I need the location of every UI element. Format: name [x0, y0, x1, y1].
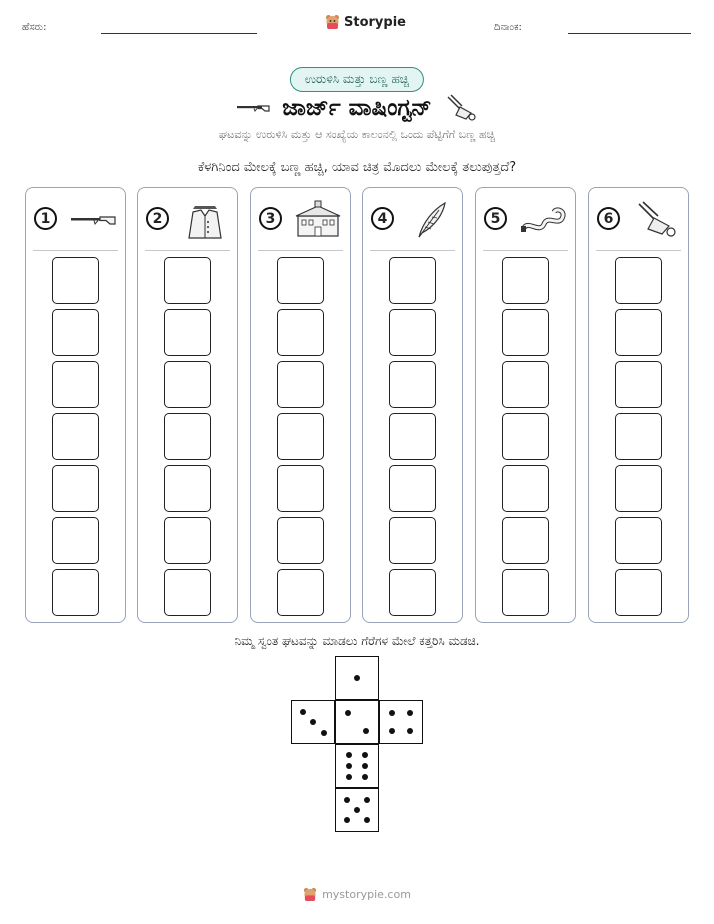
name-label: ಹೆಸರು: — [22, 22, 47, 33]
die-pip — [362, 774, 368, 780]
die-pip — [389, 728, 395, 734]
die-face-2 — [335, 700, 379, 744]
die-pip — [354, 675, 360, 681]
color-box[interactable] — [277, 517, 324, 564]
die-pip — [362, 763, 368, 769]
color-box[interactable] — [52, 413, 99, 460]
column-number: 2 — [146, 207, 169, 230]
color-box[interactable] — [615, 413, 662, 460]
color-box[interactable] — [502, 569, 549, 616]
color-box[interactable] — [164, 465, 211, 512]
color-box[interactable] — [502, 361, 549, 408]
color-box[interactable] — [52, 465, 99, 512]
die-pip — [407, 710, 413, 716]
footer — [0, 887, 714, 902]
column-2 — [137, 187, 238, 623]
storypie-bear-icon — [325, 14, 340, 30]
name-line[interactable] — [101, 33, 257, 34]
colonial-coat-icon — [180, 200, 230, 240]
die-pip — [346, 752, 352, 758]
color-box[interactable] — [615, 465, 662, 512]
column-divider — [145, 250, 230, 251]
die-face-6 — [335, 744, 379, 788]
die-pip — [363, 728, 369, 734]
color-box[interactable] — [52, 257, 99, 304]
die-instructions: ನಿಮ್ಮ ಸ್ವಂತ ಘಟವನ್ನು ಮಾಡಲು ಗೆರೆಗಳ ಮೇಲೆ ಕತ್ತರಿಸಿ ಮಡಚಿ. — [234, 634, 480, 648]
measuring-tape-icon — [518, 200, 568, 240]
die-face-3 — [291, 700, 335, 744]
die-pip — [364, 797, 370, 803]
plow-icon — [631, 200, 681, 240]
color-box[interactable] — [164, 309, 211, 356]
plow-icon — [444, 93, 478, 123]
column-divider — [596, 250, 681, 251]
die-pip — [362, 752, 368, 758]
column-6 — [588, 187, 689, 623]
die-pip — [389, 710, 395, 716]
storypie-bear-icon — [303, 887, 317, 902]
musket-icon — [68, 200, 118, 240]
footer-url[interactable]: mystorypie.com — [322, 888, 411, 901]
color-box[interactable] — [52, 569, 99, 616]
column-4 — [362, 187, 463, 623]
color-box[interactable] — [502, 465, 549, 512]
column-5 — [475, 187, 576, 623]
die-pip — [346, 774, 352, 780]
color-box[interactable] — [277, 569, 324, 616]
musket-icon — [236, 101, 270, 115]
color-box[interactable] — [502, 413, 549, 460]
question: ಕೆಳಗಿನಿಂದ ಮೇಲಕ್ಕೆ ಬಣ್ಣ ಹಚ್ಚಿ, ಯಾವ ಚಿತ್ರ ಮೊದಲು ಮೇಲಕ್ಕೆ ತಲುಪುತ್ತದೆ? — [197, 160, 517, 175]
die-pip — [344, 797, 350, 803]
color-box[interactable] — [277, 309, 324, 356]
color-box[interactable] — [277, 413, 324, 460]
color-box[interactable] — [164, 413, 211, 460]
column-divider — [483, 250, 568, 251]
color-box[interactable] — [389, 361, 436, 408]
column-divider — [258, 250, 343, 251]
activity-badge: ಉರುಳಿಸಿ ಮತ್ತು ಬಣ್ಣ ಹಚ್ಚಿ — [290, 67, 424, 92]
color-box[interactable] — [164, 569, 211, 616]
color-box[interactable] — [164, 517, 211, 564]
color-box[interactable] — [389, 569, 436, 616]
column-number: 3 — [259, 207, 282, 230]
color-box[interactable] — [502, 257, 549, 304]
die-pip — [300, 709, 306, 715]
color-box[interactable] — [615, 569, 662, 616]
color-box[interactable] — [52, 361, 99, 408]
column-number: 5 — [484, 207, 507, 230]
brand-logo — [325, 14, 406, 30]
die-pip — [407, 728, 413, 734]
color-box[interactable] — [52, 309, 99, 356]
color-box[interactable] — [615, 257, 662, 304]
color-box[interactable] — [277, 257, 324, 304]
die-face-1 — [335, 656, 379, 700]
column-number: 1 — [34, 207, 57, 230]
column-number: 4 — [371, 207, 394, 230]
die-pip — [344, 817, 350, 823]
mount-vernon-icon — [293, 200, 343, 240]
color-box[interactable] — [389, 465, 436, 512]
color-box[interactable] — [389, 413, 436, 460]
die-pip — [364, 817, 370, 823]
date-line[interactable] — [568, 33, 691, 34]
die-face-4 — [379, 700, 423, 744]
brand-name: Storypie — [344, 14, 406, 30]
date-label: ದಿನಾಂಕ: — [494, 22, 522, 33]
color-box[interactable] — [277, 361, 324, 408]
die-pip — [345, 710, 351, 716]
die-face-5 — [335, 788, 379, 832]
title-row — [0, 93, 714, 123]
color-box[interactable] — [164, 257, 211, 304]
color-box[interactable] — [615, 361, 662, 408]
column-1 — [25, 187, 126, 623]
color-box[interactable] — [389, 257, 436, 304]
die-pip — [346, 763, 352, 769]
page-title: ಜಾರ್ಜ್ ವಾಷಿಂಗ್ಟನ್ — [282, 95, 432, 121]
color-box[interactable] — [502, 517, 549, 564]
column-divider — [33, 250, 118, 251]
color-box[interactable] — [277, 465, 324, 512]
color-box[interactable] — [52, 517, 99, 564]
die-pip — [321, 730, 327, 736]
quill-icon — [405, 200, 455, 240]
column-divider — [370, 250, 455, 251]
color-box[interactable] — [389, 309, 436, 356]
color-box[interactable] — [164, 361, 211, 408]
color-box[interactable] — [502, 309, 549, 356]
column-number: 6 — [597, 207, 620, 230]
color-box[interactable] — [615, 309, 662, 356]
column-3 — [250, 187, 351, 623]
die-pip — [310, 719, 316, 725]
color-box[interactable] — [615, 517, 662, 564]
color-box[interactable] — [389, 517, 436, 564]
die-pip — [354, 807, 360, 813]
subtitle: ಘಟವನ್ನು ಉರುಳಿಸಿ ಮತ್ತು ಆ ಸಂಖ್ಯೆಯ ಕಾಲಂನಲ್ಲಿ ಒಂದು ಪೆಟ್ಟಿಗೆಗೆ ಬಣ್ಣ ಹಚ್ಚಿ — [218, 128, 496, 141]
